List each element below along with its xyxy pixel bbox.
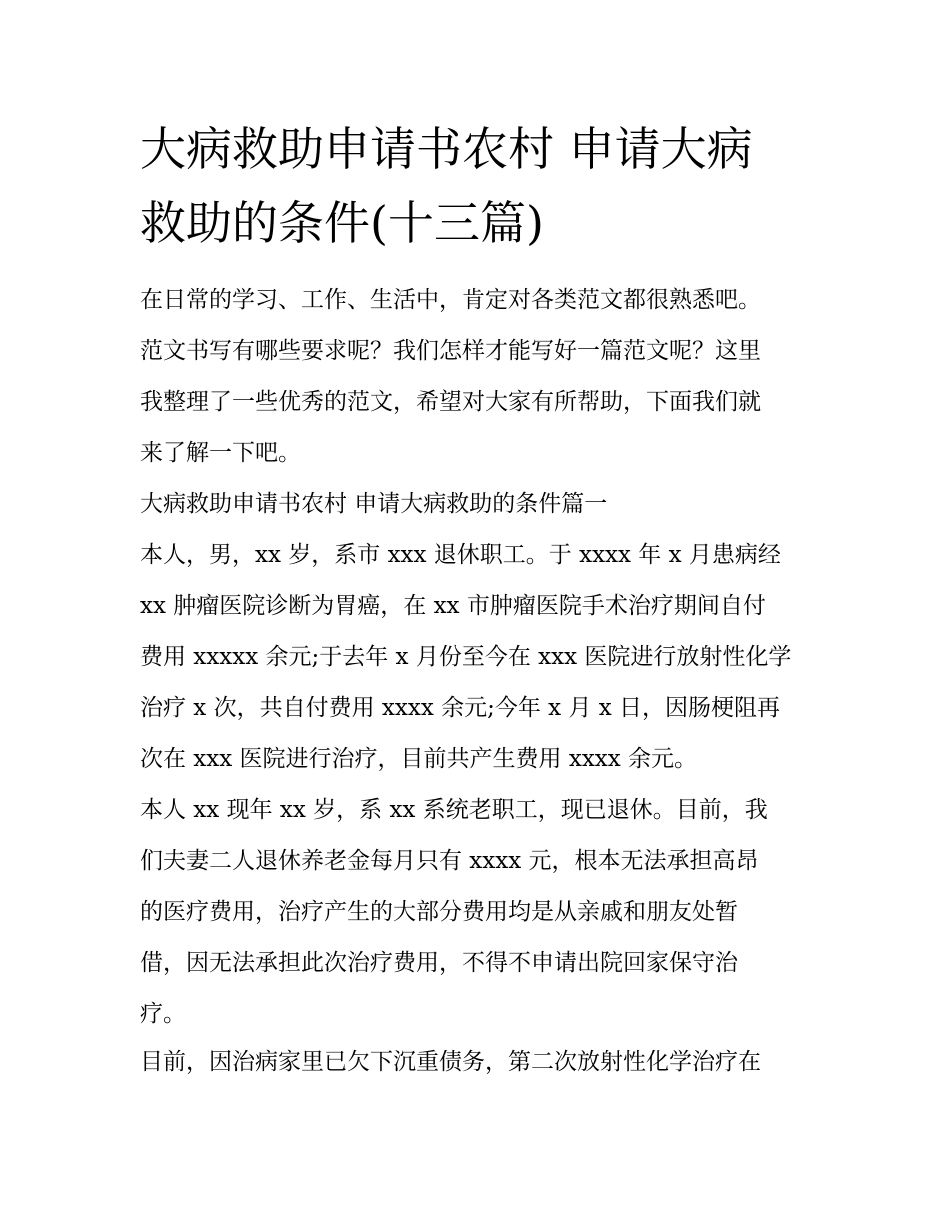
paragraph-2-line-3: 的医疗费用，治疗产生的大部分费用均是从亲戚和朋友处暂: [140, 899, 738, 925]
paragraph-1-line-2: xx 肿瘤医院诊断为胃癌，在 xx 市肿瘤医院手术治疗期间自付: [140, 593, 766, 619]
section-heading-text: 大病救助申请书农村 申请大病救助的条件篇一: [140, 491, 608, 517]
paragraph-1-line-5: 次在 xxx 医院进行治疗，目前共产生费用 xxxx 余元。: [140, 746, 698, 772]
paragraph-2-line-2: 们夫妻二人退休养老金每月只有 xxxx 元，根本无法承担高昂: [140, 848, 759, 874]
section-heading: [140, 479, 820, 530]
paragraph-3-line-1: 目前，因治病家里已欠下沉重债务，第二次放射性化学治疗在: [140, 1049, 761, 1075]
paragraph-1: [140, 530, 820, 785]
paragraph-3: [140, 1037, 820, 1088]
paragraph-1-line-3: 费用 xxxxx 余元;于去年 x 月份至今在 xxx 医院进行放射性化学: [140, 644, 792, 670]
intro-line-2: 范文书写有哪些要求呢？我们怎样才能写好一篇范文呢？这里: [140, 338, 761, 364]
intro-line-4: 来了解一下吧。: [140, 440, 301, 466]
paragraph-2-line-4: 借，因无法承担此次治疗费用，不得不申请出院回家保守治: [140, 950, 738, 976]
paragraph-1-line-1: 本人，男，xx 岁，系市 xxx 退休职工。于 xxxx 年 x 月患病经: [140, 542, 781, 568]
document-title: [140, 112, 820, 260]
title-line-2: 救助的条件(十三篇): [140, 196, 544, 250]
title-line-1: 大病救助申请书农村 申请大病: [140, 122, 753, 176]
intro-line-1: 在日常的学习、工作、生活中，肯定对各类范文都很熟悉吧。: [140, 287, 761, 313]
paragraph-2-line-1: 本人 xx 现年 xx 岁，系 xx 系统老职工，现已退休。目前，我: [140, 797, 768, 823]
paragraph-1-line-4: 治疗 x 次，共自付费用 xxxx 余元;今年 x 月 x 日，因肠梗阻再: [140, 695, 781, 721]
paragraph-2: [140, 785, 820, 1040]
intro-paragraph: [140, 275, 820, 479]
paragraph-2-line-5: 疗。: [140, 1001, 186, 1027]
intro-line-3: 我整理了一些优秀的范文，希望对大家有所帮助，下面我们就: [140, 389, 761, 415]
